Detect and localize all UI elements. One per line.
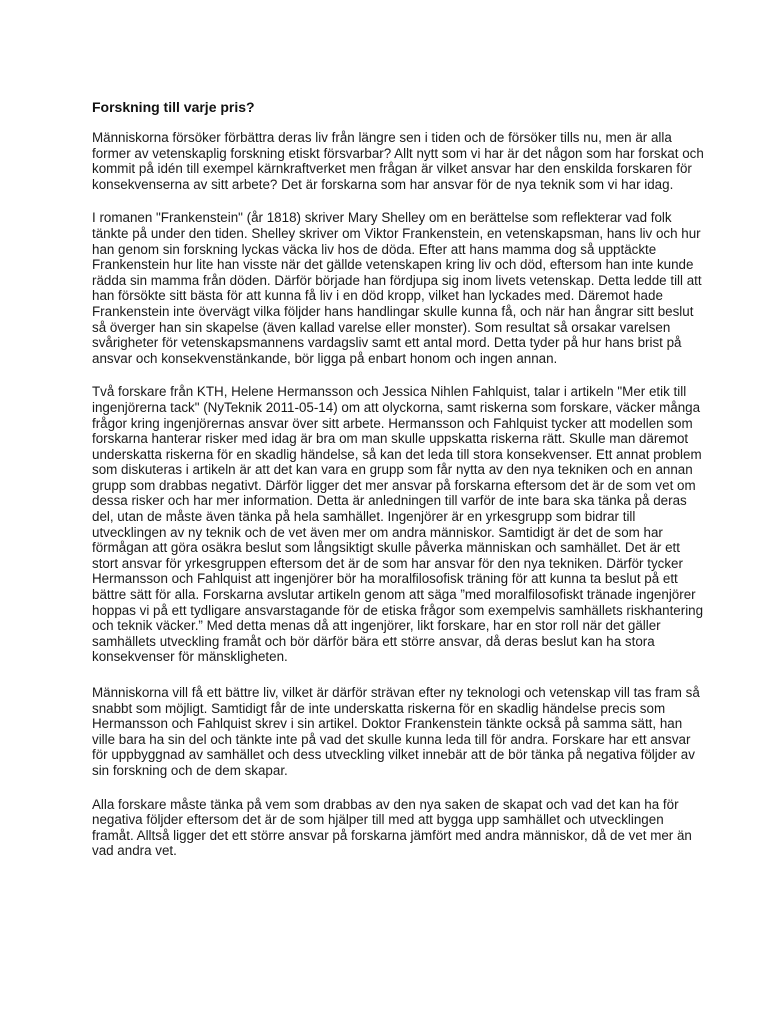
document-title: Forskning till varje pris?: [92, 99, 255, 115]
paragraph-comparison: Människorna vill få ett bättre liv, vilket är därför strävan efter ny teknologi och vetenskap vill tas fram så snabbt som möjligt. Samtidigt får de inte underskatta riskerna för en skadlig händelse precis som Hermansson och Fahlquist skrev i sin artikel. Doktor Frankenstein tänkte också på samma sätt, han ville bara ha sin del och tänkte inte på vad det skulle kunna leda till för andra. Forskare har ett ansvar för uppbyggnad av samhället och dess utveckling vilket innebär att de bör tänka på negativa följder av sin forskning och de dem skapar.: [92, 685, 700, 778]
document-page: [92, 98, 708, 877]
paragraph-intro: Människorna försöker förbättra deras liv från längre sen i tiden och de försöker tills nu, men är alla former av vetenskaplig forskning etiskt försvarbar? Allt nytt som vi har är det någon som har forskat och kommit på idén till exempel kärnkraftverket men frågan är vilket ansvar har den enskilda forskaren för konsekvenserna av sitt arbete? Det är forskarna som har ansvar för de nya teknik som vi har idag.: [92, 130, 704, 192]
paragraph-conclusion: Alla forskare måste tänka på vem som drabbas av den nya saken de skapat och vad det kan ha för negativa följder eftersom det är de som hjälper till med att bygga upp samhället och utvecklingen framåt. Alltså ligger det ett större ansvar på forskarna jämfört med andra människor, då de vet mer än vad andra vet.: [92, 796, 692, 859]
paragraph-kth-article: Två forskare från KTH, Helene Hermansson och Jessica Nihlen Fahlquist, talar i artikeln "Mer etik till ingenjörerna tack" (NyTeknik 2011-05-14) om att olyckorna, samt riskerna som forskare, väcker många frågor kring ingenjörernas ansvar över sitt arbete. Hermansson och Fahlquist tycker att modellen som forskarna hanterar risker med idag är bra om man skulle uppskatta riskerna rätt. Skulle man däremot underskatta riskerna för en skadlig händelse, så kan det leda till stora konsekvenser. Ett annat problem som diskuteras i artikeln är att det kan vara en grupp som får nytta av den nya tekniken och en annan grupp som drabbas negativt. Därför ligger det mer ansvar på forskarna eftersom det är de som vet om dessa risker och har mer information. Detta är anledningen till varför de inte bara ska tänka på deras del, utan de måste även tänka på hela samhället. Ingenjörer är en yrkesgrupp som bidrar till utvecklingen av ny teknik och de vet även mer om andra människor. Samtidigt är det de som har förmågan att göra osäkra beslut som långsiktigt skulle påverka människan och samhället. Det är ett stort ansvar för yrkesgruppen eftersom det är de som har ansvar för den nya tekniken. Därför tycker Hermansson och Fahlquist att ingenjörer bör ha moralfilosofisk träning för att kunna ta beslut på ett bättre sätt för alla. Forskarna avslutar artikeln genom att säga ”med moralfilosofiskt tränade ingenjörer hoppas vi på ett tydligare ansvarstagande för de etiska frågor som exempelvis samhällets riskhantering och teknik väcker.” Med detta menas då att ingenjörer, likt forskare, har en stor roll när det gäller samhällets utveckling framåt och bör därför bära ett större ansvar, då deras beslut kan ha stora konsekvenser för mänskligheten.: [92, 384, 704, 665]
paragraph-frankenstein: I romanen "Frankenstein" (år 1818) skriver Mary Shelley om en berättelse som reflekterar vad folk tänkte på under den tiden. Shelley skriver om Viktor Frankenstein, en vetenskapsman, hans liv och hur han genom sin forskning lyckas väcka liv hos de döda. Efter att hans mamma dog så upptäckte Frankenstein hur lite han visste när det gällde vetenskapen kring liv och död, eftersom han inte kunde rädda sin mamma från döden. Därför började han fördjupa sig inom livets vetenskap. Detta ledde till att han försökte sitt bästa för att kunna få liv i en död kropp, vilket han lyckades med. Däremot hade Frankenstein inte övervägt vilka följder hans handlingar skulle kunna få, och när han ångrar sitt beslut så överger han sin skapelse (även kallad varelse eller monster). Som resultat så orsakar varelsen svårigheter för vetenskapsmannens vardagsliv samt ett antal mord. Detta tyder på hur hans brist på ansvar och konsekvenstänkande, bör ligga på enbart honom och ingen annan.: [92, 210, 702, 366]
